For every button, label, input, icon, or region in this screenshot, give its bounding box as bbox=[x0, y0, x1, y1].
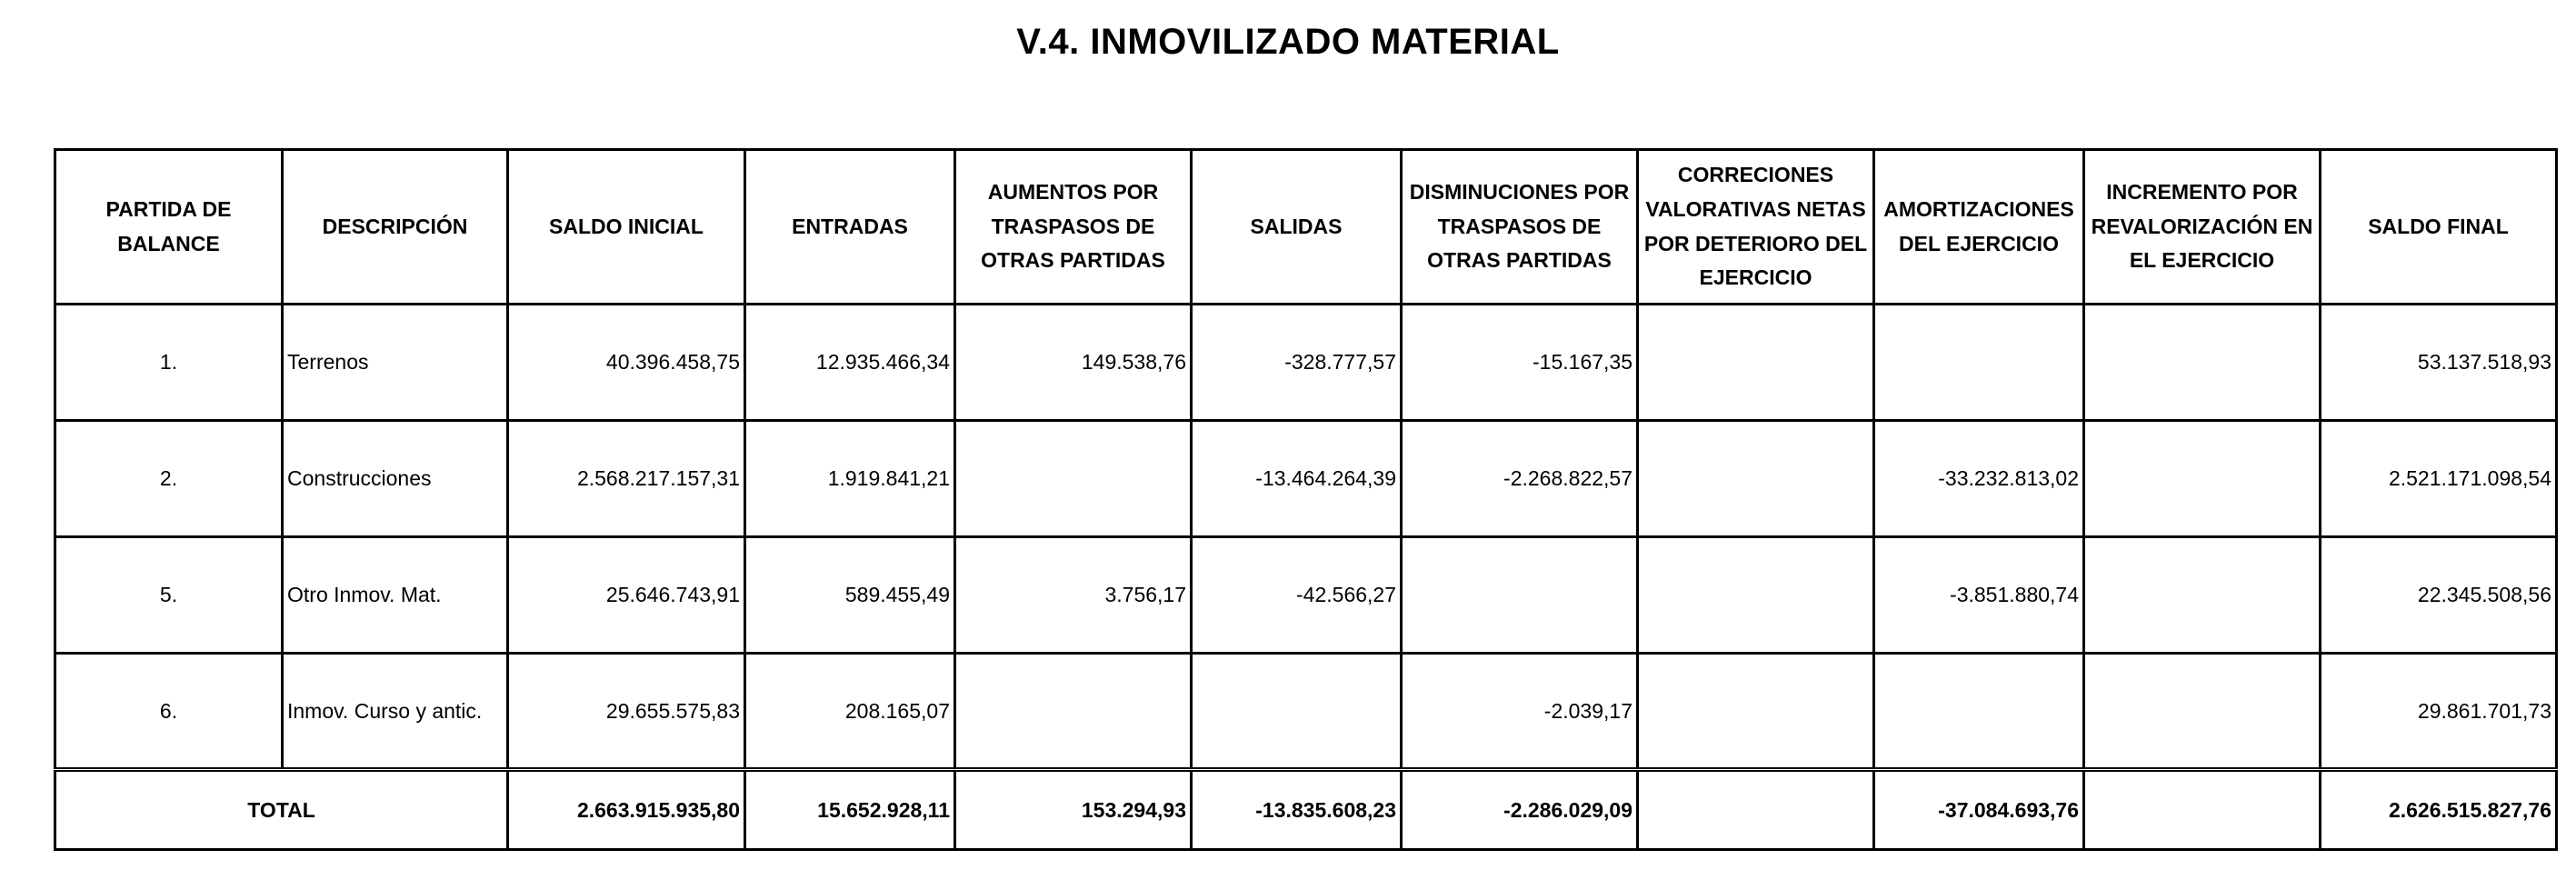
cell-amortizaciones: -3.851.880,74 bbox=[1874, 537, 2084, 654]
cell-incremento bbox=[2084, 305, 2321, 421]
total-disminuciones: -2.286.029,09 bbox=[1402, 770, 1638, 850]
header-aumentos: AUMENTOS POR TRASPASOS DE OTRAS PARTIDAS bbox=[955, 150, 1192, 305]
header-salidas: SALIDAS bbox=[1192, 150, 1402, 305]
header-descripcion: DESCRIPCIÓN bbox=[283, 150, 508, 305]
cell-salidas: -13.464.264,39 bbox=[1192, 421, 1402, 537]
table-row bbox=[55, 537, 2557, 654]
cell-entradas: 1.919.841,21 bbox=[745, 421, 955, 537]
total-label: TOTAL bbox=[55, 770, 508, 850]
total-aumentos: 153.294,93 bbox=[955, 770, 1192, 850]
total-row bbox=[55, 770, 2557, 850]
cell-disminuciones: -2.268.822,57 bbox=[1402, 421, 1638, 537]
cell-salidas bbox=[1192, 654, 1402, 770]
cell-correcciones bbox=[1638, 421, 1874, 537]
cell-incremento bbox=[2084, 537, 2321, 654]
cell-aumentos: 3.756,17 bbox=[955, 537, 1192, 654]
cell-saldo-inicial: 40.396.458,75 bbox=[508, 305, 745, 421]
cell-amortizaciones bbox=[1874, 654, 2084, 770]
cell-aumentos bbox=[955, 654, 1192, 770]
cell-entradas: 208.165,07 bbox=[745, 654, 955, 770]
cell-correcciones bbox=[1638, 654, 1874, 770]
total-incremento bbox=[2084, 770, 2321, 850]
cell-correcciones bbox=[1638, 537, 1874, 654]
total-saldo-inicial: 2.663.915.935,80 bbox=[508, 770, 745, 850]
row-code: 6. bbox=[55, 654, 283, 770]
cell-saldo-final: 53.137.518,93 bbox=[2321, 305, 2557, 421]
cell-incremento bbox=[2084, 421, 2321, 537]
header-correcciones: CORRECIONES VALORATIVAS NETAS POR DETERIORO DEL EJERCICIO bbox=[1638, 150, 1874, 305]
cell-saldo-final: 29.861.701,73 bbox=[2321, 654, 2557, 770]
cell-saldo-inicial: 2.568.217.157,31 bbox=[508, 421, 745, 537]
header-disminuciones: DISMINUCIONES POR TRASPASOS DE OTRAS PARTIDAS bbox=[1402, 150, 1638, 305]
cell-disminuciones: -15.167,35 bbox=[1402, 305, 1638, 421]
header-saldo-final: SALDO FINAL bbox=[2321, 150, 2557, 305]
total-amortizaciones: -37.084.693,76 bbox=[1874, 770, 2084, 850]
total-correcciones bbox=[1638, 770, 1874, 850]
total-salidas: -13.835.608,23 bbox=[1192, 770, 1402, 850]
header-saldo-inicial: SALDO INICIAL bbox=[508, 150, 745, 305]
table-row bbox=[55, 654, 2557, 770]
cell-saldo-inicial: 25.646.743,91 bbox=[508, 537, 745, 654]
cell-saldo-final: 22.345.508,56 bbox=[2321, 537, 2557, 654]
header-row bbox=[55, 150, 2557, 305]
cell-aumentos: 149.538,76 bbox=[955, 305, 1192, 421]
row-code: 1. bbox=[55, 305, 283, 421]
row-description: Inmov. Curso y antic. bbox=[283, 654, 508, 770]
row-description: Otro Inmov. Mat. bbox=[283, 537, 508, 654]
cell-saldo-inicial: 29.655.575,83 bbox=[508, 654, 745, 770]
page-title: V.4. INMOVILIZADO MATERIAL bbox=[1016, 22, 1560, 62]
table-row bbox=[55, 305, 2557, 421]
cell-salidas: -328.777,57 bbox=[1192, 305, 1402, 421]
row-code: 2. bbox=[55, 421, 283, 537]
cell-entradas: 589.455,49 bbox=[745, 537, 955, 654]
cell-saldo-final: 2.521.171.098,54 bbox=[2321, 421, 2557, 537]
cell-amortizaciones: -33.232.813,02 bbox=[1874, 421, 2084, 537]
total-saldo-final: 2.626.515.827,76 bbox=[2321, 770, 2557, 850]
total-entradas: 15.652.928,11 bbox=[745, 770, 955, 850]
row-description: Construcciones bbox=[283, 421, 508, 537]
cell-disminuciones bbox=[1402, 537, 1638, 654]
cell-amortizaciones bbox=[1874, 305, 2084, 421]
cell-disminuciones: -2.039,17 bbox=[1402, 654, 1638, 770]
table-row bbox=[55, 421, 2557, 537]
row-code: 5. bbox=[55, 537, 283, 654]
row-description: Terrenos bbox=[283, 305, 508, 421]
cell-aumentos bbox=[955, 421, 1192, 537]
header-amortizaciones: AMORTIZACIONES DEL EJERCICIO bbox=[1874, 150, 2084, 305]
cell-salidas: -42.566,27 bbox=[1192, 537, 1402, 654]
header-entradas: ENTRADAS bbox=[745, 150, 955, 305]
cell-correcciones bbox=[1638, 305, 1874, 421]
balance-table bbox=[54, 148, 2558, 851]
cell-entradas: 12.935.466,34 bbox=[745, 305, 955, 421]
header-partida: PARTIDA DE BALANCE bbox=[55, 150, 283, 305]
header-incremento: INCREMENTO POR REVALORIZACIÓN EN EL EJERCICIO bbox=[2084, 150, 2321, 305]
cell-incremento bbox=[2084, 654, 2321, 770]
